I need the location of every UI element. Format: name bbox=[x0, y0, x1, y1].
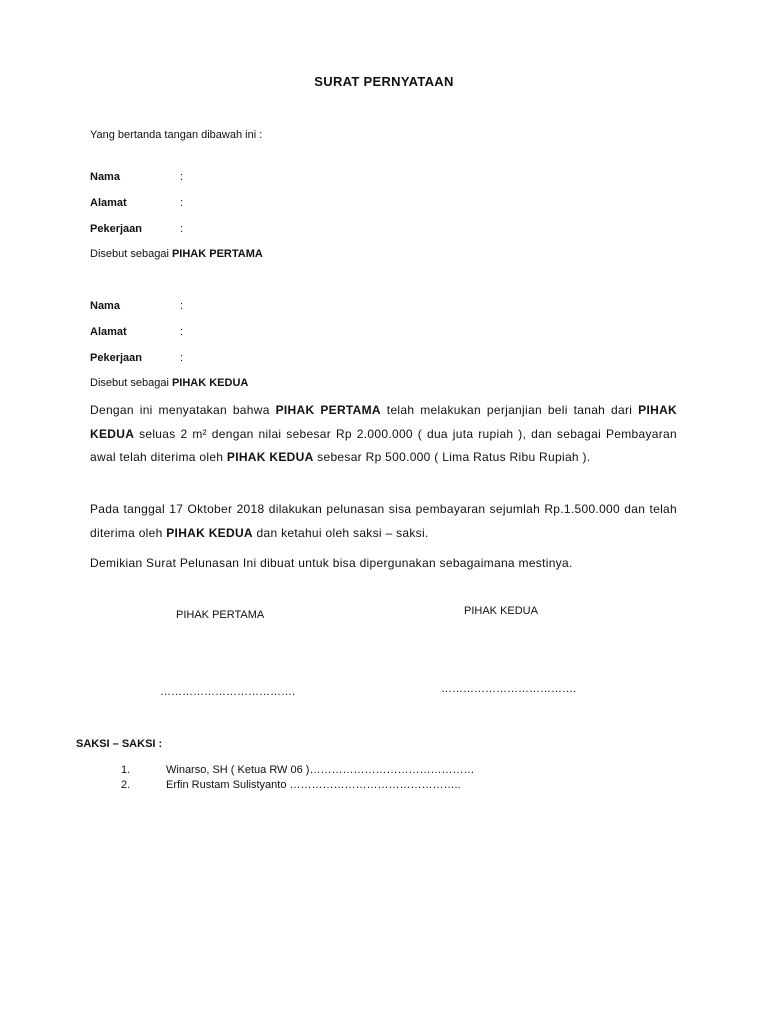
field-separator: : bbox=[180, 352, 184, 364]
statement-paragraph bbox=[90, 399, 677, 470]
signature-line-pihak-pertama: ………………………………. bbox=[160, 686, 296, 698]
paragraph-text: Pada tanggal 17 Oktober 2018 dilakukan pelunasan sisa pembayaran sejumlah Rp.1.500.000 dan telah diterima oleh bbox=[90, 502, 677, 540]
paragraph-text: dan ketahui oleh saksi – saksi. bbox=[252, 525, 429, 540]
designation-name: PIHAK PERTAMA bbox=[171, 248, 263, 260]
party-name-bold: PIHAK KEDUA bbox=[166, 525, 253, 540]
field-label: Pekerjaan bbox=[90, 352, 142, 364]
party1-field-nama bbox=[90, 171, 183, 183]
field-separator: : bbox=[180, 197, 184, 209]
designation-name: PIHAK KEDUA bbox=[171, 377, 249, 389]
paragraph-text: telah melakukan perjanjian beli tanah dari bbox=[380, 403, 639, 417]
document-title: SURAT PERNYATAAN bbox=[314, 74, 454, 89]
party-name-bold: PIHAK KEDUA bbox=[226, 450, 314, 464]
closing-paragraph: Demikian Surat Pelunasan Ini dibuat untuk bisa dipergunakan sebagaimana mestinya. bbox=[90, 556, 573, 570]
party1-designation bbox=[90, 248, 263, 260]
party1-field-pekerjaan bbox=[90, 223, 183, 235]
party2-field-pekerjaan bbox=[90, 352, 183, 364]
party2-field-nama bbox=[90, 300, 183, 312]
party-name-bold: PIHAK KEDUA bbox=[90, 403, 678, 441]
witness-item bbox=[121, 779, 461, 791]
paragraph-text: seluas 2 m² dengan nilai sebesar Rp 2.000.000 ( dua juta rupiah ), dan sebagai Pembayaran awal telah diterima oleh bbox=[90, 426, 677, 464]
designation-prefix: Disebut sebagai bbox=[90, 248, 172, 260]
field-label: Pekerjaan bbox=[90, 223, 142, 235]
settlement-paragraph bbox=[90, 498, 677, 545]
field-separator: : bbox=[180, 300, 184, 312]
designation-prefix: Disebut sebagai bbox=[90, 377, 172, 389]
signature-label-pihak-kedua: PIHAK KEDUA bbox=[464, 605, 538, 617]
party-name-bold: PIHAK PERTAMA bbox=[275, 403, 381, 417]
field-separator: : bbox=[180, 223, 184, 235]
paragraph-text: sebesar Rp 500.000 ( Lima Ratus Ribu Rupiah ). bbox=[313, 450, 591, 464]
signature-label-pihak-pertama: PIHAK PERTAMA bbox=[176, 609, 265, 621]
party2-field-alamat bbox=[90, 326, 183, 338]
witness-number: 2. bbox=[121, 779, 131, 791]
witness-text: Winarso, SH ( Ketua RW 06 )……………………………………… bbox=[166, 764, 475, 776]
party1-field-alamat bbox=[90, 197, 183, 209]
field-label: Alamat bbox=[90, 326, 127, 338]
intro-text: Yang bertanda tangan dibawah ini : bbox=[90, 129, 263, 141]
field-label: Nama bbox=[90, 171, 120, 183]
field-label: Alamat bbox=[90, 197, 127, 209]
signature-line-pihak-kedua: ………………………………. bbox=[441, 683, 577, 695]
field-label: Nama bbox=[90, 300, 120, 312]
field-separator: : bbox=[180, 326, 184, 338]
witnesses-heading: SAKSI – SAKSI : bbox=[76, 738, 163, 750]
witness-text: Erfin Rustam Sulistyanto ……………………………………….. bbox=[166, 779, 461, 791]
field-separator: : bbox=[180, 171, 184, 183]
witness-item bbox=[121, 764, 474, 776]
witness-number: 1. bbox=[121, 764, 131, 776]
party2-designation bbox=[90, 377, 248, 389]
paragraph-text: Dengan ini menyatakan bahwa bbox=[90, 403, 276, 417]
